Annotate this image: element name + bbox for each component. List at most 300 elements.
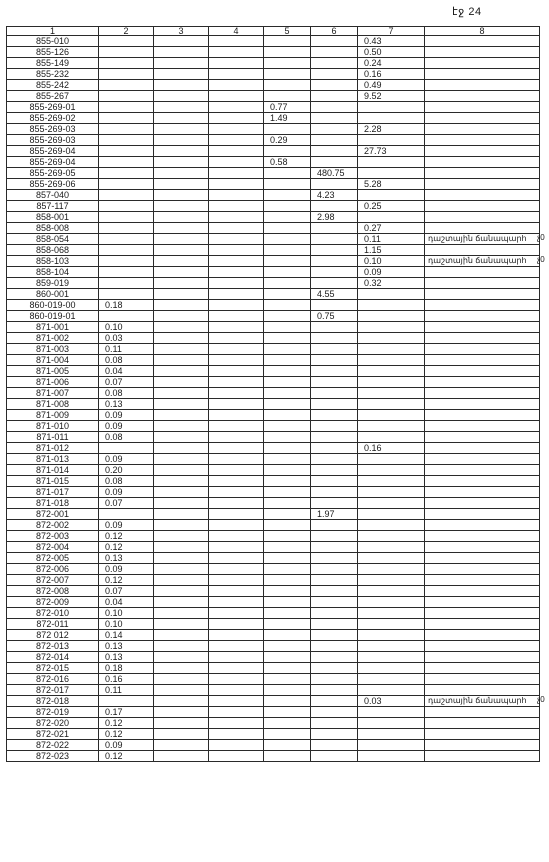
area-value-cell [311,146,358,157]
note-cell [425,146,540,157]
area-value-cell [209,47,264,58]
parcel-code-cell: 871-005 [7,366,99,377]
area-value-cell [154,91,209,102]
area-value-cell [358,410,425,421]
area-value-cell [264,399,311,410]
note-cell [425,36,540,47]
area-value-cell [209,443,264,454]
note-cell [425,608,540,619]
table-row [7,707,540,718]
area-value-cell: 0.11 [358,234,425,245]
area-value-cell [264,80,311,91]
table-row [7,322,540,333]
area-value-cell [264,388,311,399]
area-value-cell [311,58,358,69]
area-value-cell [154,509,209,520]
area-value-cell: 0.09 [99,564,154,575]
table-row [7,608,540,619]
note-cell: դաշտային ճանապարհ [425,234,540,245]
table-row [7,190,540,201]
note-cell [425,597,540,608]
area-value-cell [154,410,209,421]
area-value-cell [311,432,358,443]
area-value-cell [154,102,209,113]
table-row [7,300,540,311]
area-value-cell [99,168,154,179]
area-value-cell [209,663,264,674]
area-value-cell [99,69,154,80]
area-value-cell [311,91,358,102]
area-value-cell [358,663,425,674]
area-value-cell [99,102,154,113]
note-cell [425,113,540,124]
area-value-cell [209,564,264,575]
area-value-cell [154,168,209,179]
table-row [7,454,540,465]
area-value-cell [154,608,209,619]
area-value-cell [154,399,209,410]
area-value-cell [154,80,209,91]
table-row [7,575,540,586]
area-value-cell [311,718,358,729]
area-value-cell [311,575,358,586]
area-value-cell: 0.08 [99,476,154,487]
table-row [7,542,540,553]
area-value-cell: 27.73 [358,146,425,157]
area-value-cell [264,168,311,179]
area-value-cell: 0.24 [358,58,425,69]
note-cell [425,542,540,553]
table-row [7,487,540,498]
area-value-cell [358,740,425,751]
area-value-cell [99,696,154,707]
area-value-cell [209,509,264,520]
area-value-cell [209,465,264,476]
area-value-cell [264,333,311,344]
table-row [7,740,540,751]
area-value-cell [209,520,264,531]
area-value-cell [311,179,358,190]
area-value-cell [358,531,425,542]
column-header: 2 [99,27,154,36]
table-row [7,47,540,58]
area-value-cell [311,124,358,135]
parcel-code-cell: 872-020 [7,718,99,729]
area-value-cell [154,619,209,630]
parcel-code-cell: 855-269-04 [7,146,99,157]
area-value-cell: 0.58 [264,157,311,168]
area-value-cell [99,212,154,223]
parcel-code-cell: 872-018 [7,696,99,707]
area-value-cell [264,432,311,443]
area-value-cell [154,256,209,267]
area-value-cell: 0.12 [99,531,154,542]
parcel-code-cell: 872-023 [7,751,99,762]
area-value-cell [358,465,425,476]
area-value-cell [154,344,209,355]
area-value-cell: 0.18 [99,300,154,311]
area-value-cell [311,586,358,597]
area-value-cell [358,322,425,333]
area-value-cell [154,124,209,135]
area-value-cell [358,388,425,399]
area-value-cell [154,586,209,597]
area-value-cell [154,740,209,751]
area-value-cell [311,278,358,289]
area-value-cell [311,102,358,113]
area-value-cell [264,718,311,729]
area-value-cell [264,146,311,157]
table-row [7,652,540,663]
note-cell [425,619,540,630]
area-value-cell: 5.28 [358,179,425,190]
area-value-cell [264,267,311,278]
area-value-cell [311,443,358,454]
area-value-cell [264,223,311,234]
area-value-cell [264,487,311,498]
parcel-code-cell: 860-019-00 [7,300,99,311]
area-value-cell [358,542,425,553]
area-value-cell [154,267,209,278]
area-value-cell [264,696,311,707]
area-value-cell [311,531,358,542]
area-value-cell [209,586,264,597]
area-value-cell [154,630,209,641]
area-value-cell [311,135,358,146]
area-value-cell [99,201,154,212]
area-value-cell [209,575,264,586]
area-value-cell [358,553,425,564]
area-value-cell: 0.16 [99,674,154,685]
area-value-cell [99,311,154,322]
area-value-cell: 0.09 [99,520,154,531]
area-value-cell: 0.11 [99,344,154,355]
area-value-cell [358,311,425,322]
area-value-cell [358,597,425,608]
area-value-cell: 4.23 [311,190,358,201]
area-value-cell: 0.03 [99,333,154,344]
area-value-cell [209,223,264,234]
note-cell [425,58,540,69]
parcel-code-cell: 858-008 [7,223,99,234]
area-value-cell [311,322,358,333]
area-value-cell [358,630,425,641]
parcel-code-cell: 872 012 [7,630,99,641]
area-value-cell [311,498,358,509]
area-value-cell [99,91,154,102]
parcel-code-cell: 871-009 [7,410,99,421]
area-value-cell [311,300,358,311]
area-value-cell [311,388,358,399]
area-value-cell [264,234,311,245]
area-value-cell [264,47,311,58]
area-value-cell [154,179,209,190]
area-value-cell [264,498,311,509]
area-value-cell [209,201,264,212]
table-row [7,663,540,674]
area-value-cell [154,322,209,333]
parcel-code-cell: 858-001 [7,212,99,223]
table-row [7,696,540,707]
area-value-cell [264,509,311,520]
margin-mark: չ0 [537,695,545,704]
area-value-cell [264,553,311,564]
area-value-cell [264,751,311,762]
area-value-cell [311,520,358,531]
table-row [7,619,540,630]
area-value-cell: 2.28 [358,124,425,135]
area-value-cell [209,179,264,190]
note-cell [425,91,540,102]
area-value-cell [311,47,358,58]
parcel-code-cell: 871-006 [7,377,99,388]
area-value-cell [154,751,209,762]
area-value-cell [154,674,209,685]
area-value-cell [99,124,154,135]
area-value-cell [209,190,264,201]
area-value-cell [358,168,425,179]
parcel-code-cell: 871-002 [7,333,99,344]
parcel-code-cell: 872-019 [7,707,99,718]
parcel-code-cell: 855-269-06 [7,179,99,190]
area-value-cell [311,267,358,278]
area-value-cell [358,113,425,124]
area-value-cell: 0.12 [99,542,154,553]
parcel-code-cell: 872-004 [7,542,99,553]
area-value-cell [154,201,209,212]
table-row [7,124,540,135]
area-value-cell [311,355,358,366]
area-value-cell [264,355,311,366]
area-value-cell [209,234,264,245]
area-value-cell [209,333,264,344]
parcel-code-cell: 859-019 [7,278,99,289]
area-value-cell: 1.49 [264,113,311,124]
note-cell [425,102,540,113]
area-value-cell: 0.77 [264,102,311,113]
area-value-cell [311,663,358,674]
note-cell [425,476,540,487]
area-value-cell [209,608,264,619]
table-row [7,410,540,421]
area-value-cell [154,696,209,707]
table-row [7,641,540,652]
area-value-cell: 0.12 [99,729,154,740]
area-value-cell [264,564,311,575]
area-value-cell [264,322,311,333]
area-value-cell [154,36,209,47]
parcel-code-cell: 872-011 [7,619,99,630]
note-cell [425,245,540,256]
area-value-cell [209,289,264,300]
area-value-cell [358,102,425,113]
area-value-cell [209,718,264,729]
area-value-cell: 0.09 [99,487,154,498]
table-row [7,729,540,740]
parcel-code-cell: 871-017 [7,487,99,498]
area-value-cell [358,344,425,355]
area-value-cell: 0.04 [99,597,154,608]
note-cell [425,729,540,740]
area-value-cell [209,102,264,113]
note-cell [425,465,540,476]
area-value-cell [358,498,425,509]
note-cell [425,564,540,575]
area-value-cell [358,729,425,740]
parcel-code-cell: 871-015 [7,476,99,487]
area-value-cell [99,58,154,69]
area-value-cell [358,421,425,432]
table-row [7,135,540,146]
area-value-cell [311,157,358,168]
note-cell [425,69,540,80]
table-row [7,674,540,685]
area-value-cell [99,234,154,245]
note-cell [425,135,540,146]
table-row [7,751,540,762]
area-value-cell [154,531,209,542]
parcel-code-cell: 872-001 [7,509,99,520]
area-value-cell [311,707,358,718]
parcel-code-cell: 872-015 [7,663,99,674]
area-value-cell: 0.14 [99,630,154,641]
area-value-cell: 480.75 [311,168,358,179]
area-value-cell [264,311,311,322]
note-cell [425,454,540,465]
area-value-cell [311,454,358,465]
area-value-cell [358,520,425,531]
area-value-cell [358,575,425,586]
area-value-cell [311,366,358,377]
area-value-cell [99,223,154,234]
area-value-cell [311,476,358,487]
note-cell [425,289,540,300]
area-value-cell [154,663,209,674]
note-cell: դաշտային ճանապարհ [425,696,540,707]
area-value-cell [311,674,358,685]
area-value-cell: 1.97 [311,509,358,520]
area-value-cell [209,300,264,311]
area-value-cell [209,36,264,47]
area-value-cell [358,751,425,762]
area-value-cell [311,377,358,388]
area-value-cell [264,179,311,190]
area-value-cell [358,190,425,201]
area-value-cell: 0.12 [99,718,154,729]
parcel-code-cell: 871-003 [7,344,99,355]
area-value-cell: 0.16 [358,443,425,454]
note-cell [425,80,540,91]
area-value-cell [209,245,264,256]
area-value-cell [264,707,311,718]
note-cell [425,421,540,432]
area-value-cell: 0.27 [358,223,425,234]
area-value-cell [154,146,209,157]
area-value-cell: 2.98 [311,212,358,223]
area-value-cell [209,355,264,366]
area-value-cell [99,509,154,520]
note-cell [425,377,540,388]
area-value-cell [154,333,209,344]
area-value-cell [99,256,154,267]
area-value-cell [358,674,425,685]
area-value-cell [311,619,358,630]
table-row [7,630,540,641]
parcel-code-cell: 872-003 [7,531,99,542]
area-value-cell [311,69,358,80]
parcel-code-cell: 872-006 [7,564,99,575]
table-row [7,443,540,454]
area-value-cell [154,157,209,168]
parcel-code-cell: 858-068 [7,245,99,256]
note-cell [425,47,540,58]
parcel-code-cell: 855-232 [7,69,99,80]
area-value-cell [264,652,311,663]
area-value-cell [154,520,209,531]
area-value-cell: 0.08 [99,355,154,366]
area-value-cell [358,300,425,311]
area-value-cell: 0.13 [99,641,154,652]
note-cell [425,575,540,586]
area-value-cell [209,476,264,487]
area-value-cell [264,586,311,597]
area-value-cell [154,289,209,300]
area-value-cell [99,135,154,146]
column-header: 8 [425,27,540,36]
parcel-code-cell: 871-008 [7,399,99,410]
area-value-cell: 0.32 [358,278,425,289]
table-row [7,344,540,355]
table-row [7,36,540,47]
area-value-cell [99,267,154,278]
area-value-cell [209,410,264,421]
table-row [7,102,540,113]
area-value-cell: 0.03 [358,696,425,707]
note-cell [425,531,540,542]
area-value-cell [311,410,358,421]
note-cell [425,322,540,333]
area-value-cell [154,454,209,465]
area-value-cell [311,564,358,575]
note-cell [425,443,540,454]
area-value-cell [209,619,264,630]
parcel-code-cell: 872-013 [7,641,99,652]
area-value-cell [209,498,264,509]
parcel-code-cell: 871-007 [7,388,99,399]
parcel-code-cell: 855-267 [7,91,99,102]
area-value-cell [99,190,154,201]
area-value-cell [209,696,264,707]
area-value-cell [209,124,264,135]
table-row [7,146,540,157]
area-value-cell [358,454,425,465]
parcel-code-cell: 872-016 [7,674,99,685]
area-value-cell [311,542,358,553]
area-value-cell [209,311,264,322]
area-value-cell [358,564,425,575]
area-value-cell [264,740,311,751]
column-header: 5 [264,27,311,36]
note-cell [425,740,540,751]
area-value-cell [358,641,425,652]
area-value-cell [154,542,209,553]
area-value-cell [154,223,209,234]
parcel-code-cell: 872-005 [7,553,99,564]
parcel-code-cell: 858-104 [7,267,99,278]
parcel-code-cell: 855-126 [7,47,99,58]
area-value-cell [264,69,311,80]
note-cell [425,586,540,597]
